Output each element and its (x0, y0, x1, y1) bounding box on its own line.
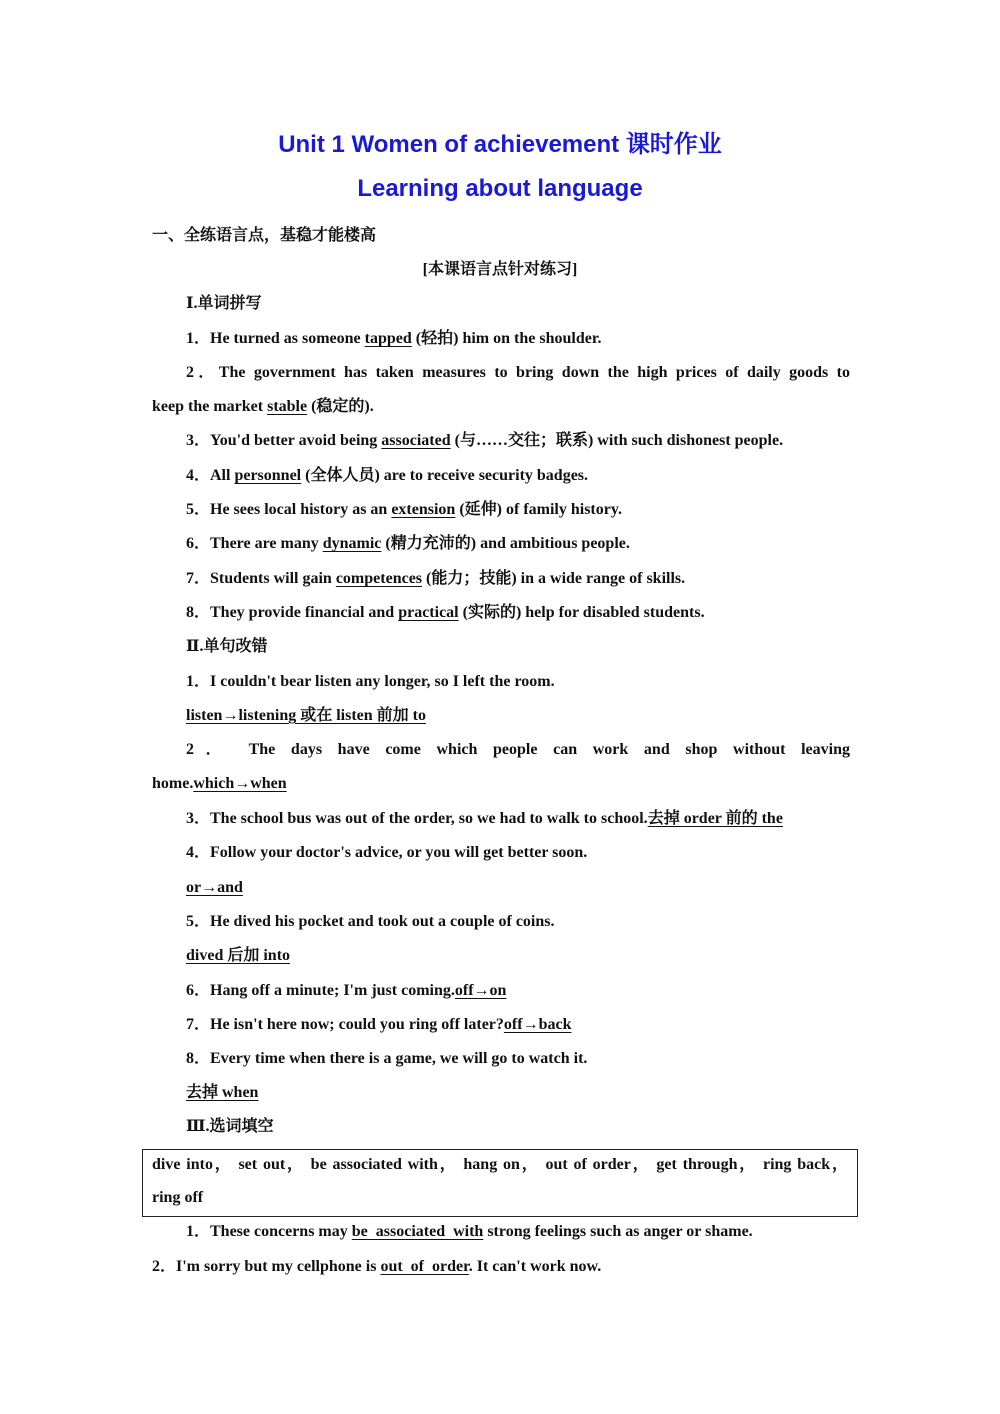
correction-question: 8．Every time when there is a game, we will go to watch it. (186, 1050, 588, 1067)
answer: extension (391, 501, 456, 518)
correction-answer-line (186, 1083, 850, 1105)
word-bank-line: dive into， set out， be associated with， hang on， out of order， get through， ring back， (152, 1156, 848, 1173)
spelling-item: 4．All personnel (全体人员) are to receive security badges. (186, 467, 589, 484)
answer: practical (398, 604, 459, 621)
part-subheading: [本课语言点针对练习] (422, 261, 578, 278)
correction-answer: off→on (454, 982, 507, 999)
correction-answer: off→back (503, 1016, 572, 1033)
page-title: Unit 1 Women of achievement 课时作业 (278, 131, 722, 158)
spelling-item: 6．There are many dynamic (精力充沛的) and ambitious people. (186, 535, 630, 552)
answer: tapped (364, 330, 412, 347)
correction-answer: 去掉 order 前的 the (647, 810, 783, 827)
correction-answer-line (186, 946, 850, 968)
spelling-item: 5．He sees local history as an extension (延伸) of family history. (186, 501, 622, 518)
correction-answer: dived 后加 into (186, 947, 291, 964)
answer: dynamic (322, 535, 382, 552)
word-bank-box (142, 1149, 858, 1217)
correction-answer: which→when (193, 775, 287, 792)
correction-question: 2． The days have come which people can work and shop without leaving (186, 741, 850, 758)
section-heading-correction: Ⅱ.单句改错 (186, 638, 268, 655)
correction-question: 1．I couldn't bear listen any longer, so I left the room. (186, 673, 555, 690)
correction-question: 4．Follow your doctor's advice, or you will get better soon. (186, 844, 588, 861)
section-heading-spelling: Ⅰ.单词拼写 (186, 295, 262, 312)
word-bank-line: ring off (152, 1189, 204, 1206)
correction-question: 6．Hang off a minute; I'm just coming.off→on (186, 982, 507, 999)
correction-question: 7．He isn't here now; could you ring off later?off→back (186, 1016, 572, 1033)
part-heading: 一、全练语言点，基稳才能楼高 (152, 227, 377, 244)
correction-question: 3．The school bus was out of the order, so we had to walk to school.去掉 order 前的 the (186, 810, 783, 827)
correction-answer: or→and (186, 879, 243, 896)
correction-answer-line (186, 878, 850, 900)
answer: associated (381, 432, 451, 449)
fill-item: 2．I'm sorry but my cellphone is out of order. It can't work now. (152, 1258, 602, 1275)
spelling-item: 3．You'd better avoid being associated (与……交往；联系) with such dishonest people. (186, 432, 784, 449)
answer: out of order (380, 1258, 469, 1275)
correction-answer: listen→listening 或在 listen 前加 to (186, 707, 427, 724)
correction-answer: 去掉 when (186, 1084, 259, 1101)
spelling-item: 2．The government has taken measures to bring down the high prices of daily goods to (186, 364, 850, 381)
correction-answer-line (186, 706, 850, 728)
spelling-item-continued: keep the market stable (稳定的). (152, 398, 374, 415)
correction-question-continued: home.which→when (152, 775, 287, 792)
fill-item: 1．These concerns may be associated with strong feelings such as anger or shame. (186, 1223, 753, 1240)
section-heading-fill: Ⅲ.选词填空 (186, 1118, 274, 1135)
answer: competences (335, 570, 423, 587)
spelling-item: 1．He turned as someone tapped (轻拍) him on the shoulder. (186, 330, 602, 347)
page-subtitle: Learning about language (357, 175, 643, 202)
answer: be associated with (351, 1223, 484, 1240)
spelling-item: 7．Students will gain competences (能力；技能) in a wide range of skills. (186, 570, 686, 587)
answer: stable (267, 398, 308, 415)
correction-question: 5．He dived his pocket and took out a couple of coins. (186, 913, 555, 930)
spelling-item: 8．They provide financial and practical (实际的) help for disabled students. (186, 604, 705, 621)
answer: personnel (234, 467, 302, 484)
